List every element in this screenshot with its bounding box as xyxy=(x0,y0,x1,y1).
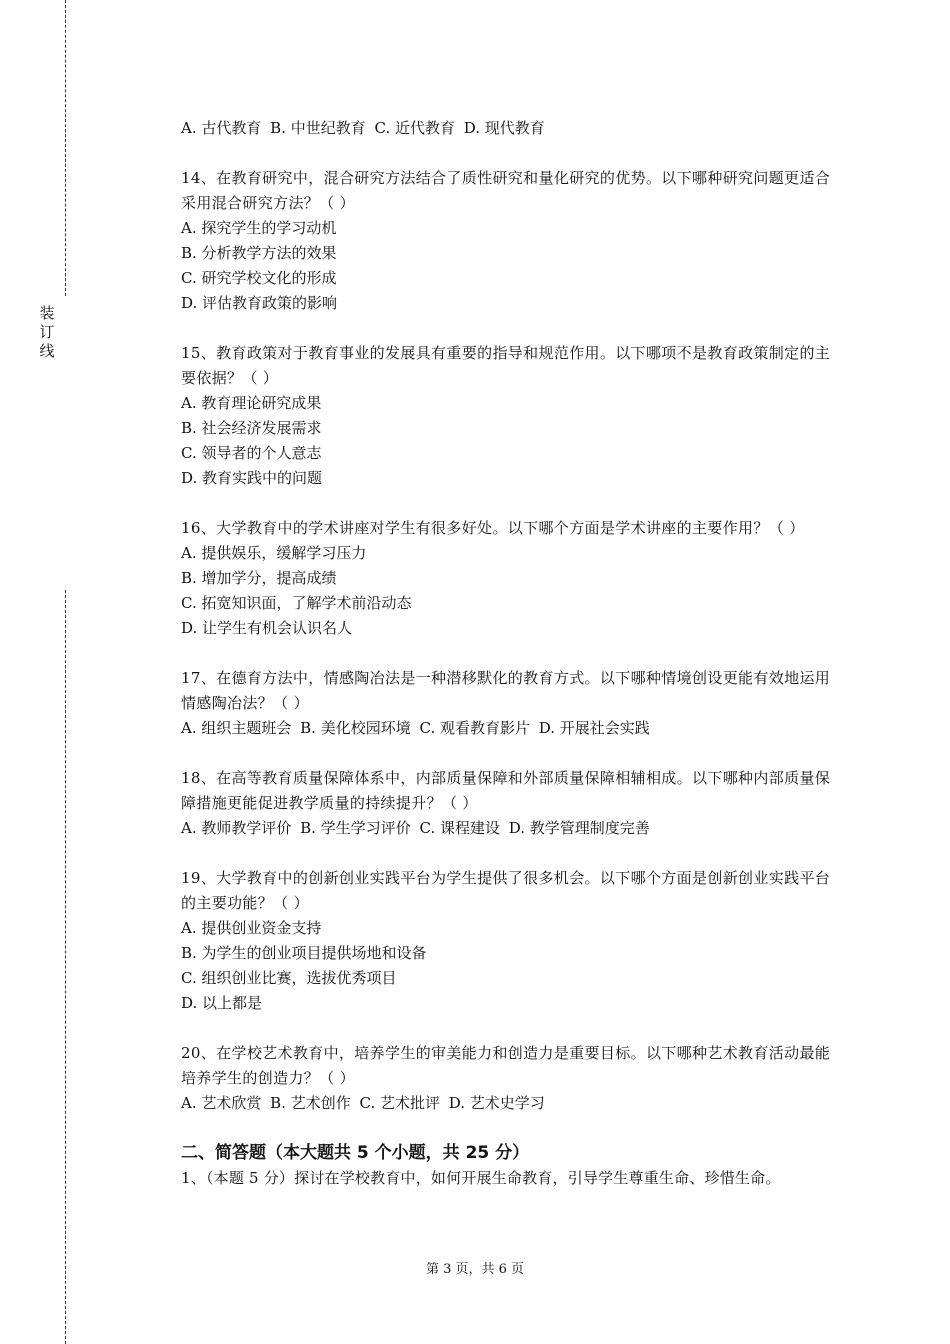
option: A. 提供娱乐，缓解学习压力 xyxy=(181,544,367,562)
binding-char: 订 xyxy=(39,323,55,341)
option: B. 分析教学方法的效果 xyxy=(181,244,337,262)
question-stem: 19、大学教育中的创新创业实践平台为学生提供了很多机会。以下哪个方面是创新创业实践平台的主要功能？（ ） xyxy=(181,869,831,912)
question-20 xyxy=(181,1041,841,1116)
question-stem: 20、在学校艺术教育中，培养学生的审美能力和创造力是重要目标。以下哪种艺术教育活动最能培养学生的创造力？（ ） xyxy=(181,1044,831,1087)
binding-dashed-line-bottom xyxy=(65,590,66,1344)
option: B. 中世纪教育 xyxy=(270,119,366,137)
option: D. 现代教育 xyxy=(463,119,545,137)
option: D. 教育实践中的问题 xyxy=(181,469,323,487)
option: B. 社会经济发展需求 xyxy=(181,419,322,437)
question-15 xyxy=(181,341,841,491)
question-18 xyxy=(181,766,841,841)
option: D. 开展社会实践 xyxy=(538,719,650,737)
binding-dashed-line-top xyxy=(65,0,66,296)
exam-content xyxy=(181,116,841,1191)
question-stem: 14、在教育研究中，混合研究方法结合了质性研究和量化研究的优势。以下哪种研究问题更适合采用混合研究方法？（ ） xyxy=(181,169,831,212)
option: B. 艺术创作 xyxy=(270,1094,351,1112)
question-17 xyxy=(181,666,841,741)
option: C. 艺术批评 xyxy=(359,1094,440,1112)
option: A. 教育理论研究成果 xyxy=(181,394,322,412)
question-stem: 15、教育政策对于教育事业的发展具有重要的指导和规范作用。以下哪项不是教育政策制定的主要依据？（ ） xyxy=(181,344,831,387)
binding-label xyxy=(37,304,57,361)
question-14 xyxy=(181,166,841,316)
option: D. 以上都是 xyxy=(181,994,263,1012)
option: A. 探究学生的学习动机 xyxy=(181,219,337,237)
short-answer-question-1: 1、（本题 5 分）探讨在学校教育中，如何开展生命教育，引导学生尊重生命、珍惜生命。 xyxy=(181,1169,781,1187)
option: A. 提供创业资金支持 xyxy=(181,919,322,937)
option: D. 让学生有机会认识名人 xyxy=(181,619,353,637)
option: B. 学生学习评价 xyxy=(300,819,411,837)
option: C. 研究学校文化的形成 xyxy=(181,269,337,287)
option: D. 艺术史学习 xyxy=(448,1094,545,1112)
option: C. 拓宽知识面，了解学术前沿动态 xyxy=(181,594,412,612)
page-number-footer: 第 3 页，共 6 页 xyxy=(425,1262,525,1277)
question-13-options xyxy=(181,116,841,141)
binding-char: 线 xyxy=(39,342,55,360)
option: A. 教师教学评价 xyxy=(181,819,292,837)
question-19 xyxy=(181,866,841,1016)
binding-char: 装 xyxy=(39,304,55,322)
question-16 xyxy=(181,516,841,641)
option: D. 评估教育政策的影响 xyxy=(181,294,338,312)
question-stem: 17、在德育方法中，情感陶冶法是一种潜移默化的教育方式。以下哪种情境创设更能有效地运用情感陶冶法？（ ） xyxy=(181,669,831,712)
question-stem: 18、在高等教育质量保障体系中，内部质量保障和外部质量保障相辅相成。以下哪种内部质量保障措施更能促进教学质量的持续提升？（ ） xyxy=(181,769,831,812)
option: A. 古代教育 xyxy=(181,119,262,137)
option: C. 课程建设 xyxy=(419,819,500,837)
option: C. 领导者的个人意志 xyxy=(181,444,322,462)
option: B. 为学生的创业项目提供场地和设备 xyxy=(181,944,427,962)
option: D. 教学管理制度完善 xyxy=(508,819,650,837)
option: B. 美化校园环境 xyxy=(300,719,411,737)
section-title: 二、简答题（本大题共 5 个小题，共 25 分） xyxy=(181,1143,530,1163)
question-stem: 16、大学教育中的学术讲座对学生有很多好处。以下哪个方面是学术讲座的主要作用？（ ） xyxy=(181,519,805,537)
option: C. 组织创业比赛，选拔优秀项目 xyxy=(181,969,397,987)
option: B. 增加学分，提高成绩 xyxy=(181,569,337,587)
option: A. 艺术欣赏 xyxy=(181,1094,262,1112)
option: C. 近代教育 xyxy=(374,119,455,137)
option: C. 观看教育影片 xyxy=(419,719,530,737)
option: A. 组织主题班会 xyxy=(181,719,292,737)
